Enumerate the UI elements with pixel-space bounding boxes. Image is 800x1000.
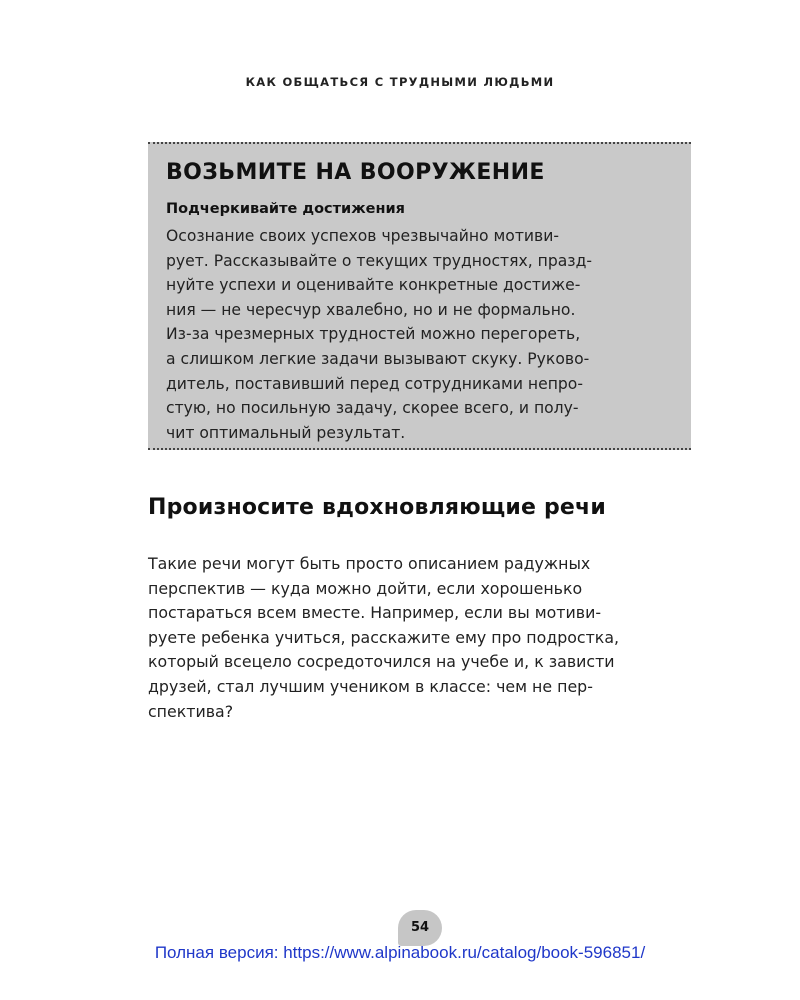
tip-line: ния — не чересчур хвалебно, но и не формально. [166, 300, 576, 319]
body-line: руете ребенка учиться, расскажите ему про подростка, [148, 627, 620, 647]
tip-line: рует. Рассказывайте о текущих трудностях, празд- [166, 251, 593, 270]
body-line: спектива? [148, 701, 234, 721]
full-version-link[interactable]: Полная версия: https://www.alpinabook.ru/catalog/book-596851/ [154, 943, 646, 962]
tip-box-body [166, 224, 673, 445]
tip-line: нуйте успехи и оценивайте конкретные достиже- [166, 276, 581, 295]
body-line: который всецело сосредоточился на учебе и, к зависти [148, 652, 615, 672]
section-body [148, 552, 693, 724]
section-heading: Произносите вдохновляющие речи [148, 495, 606, 520]
body-line: постараться всем вместе. Например, если вы мотиви- [148, 603, 602, 623]
body-line: Такие речи могут быть просто описанием радужных [148, 554, 591, 573]
tip-line: чит оптимальный результат. [166, 423, 406, 442]
tip-line: Из-за чрезмерных трудностей можно перегореть, [166, 325, 581, 344]
body-line: перспектив — куда можно дойти, если хорошенько [148, 578, 583, 598]
tip-line: Осознание своих успехов чрезвычайно мотиви- [166, 227, 560, 245]
page-number-badge: 54 [398, 910, 442, 946]
tip-box-subtitle: Подчеркивайте достижения [166, 201, 405, 217]
tip-line: а слишком легкие задачи вызывают скуку. Руково- [166, 349, 590, 368]
tip-box-title: ВОЗЬМИТЕ НА ВООРУЖЕНИЕ [166, 160, 545, 185]
running-head: КАК ОБЩАТЬСЯ С ТРУДНЫМИ ЛЮДЬМИ [245, 75, 555, 89]
tip-line: дитель, поставивший перед сотрудниками непро- [166, 374, 583, 393]
tip-box [148, 142, 691, 450]
tip-line: стую, но посильную задачу, скорее всего, и полу- [166, 399, 579, 418]
body-line: друзей, стал лучшим учеником в классе: чем не пер- [148, 676, 593, 696]
